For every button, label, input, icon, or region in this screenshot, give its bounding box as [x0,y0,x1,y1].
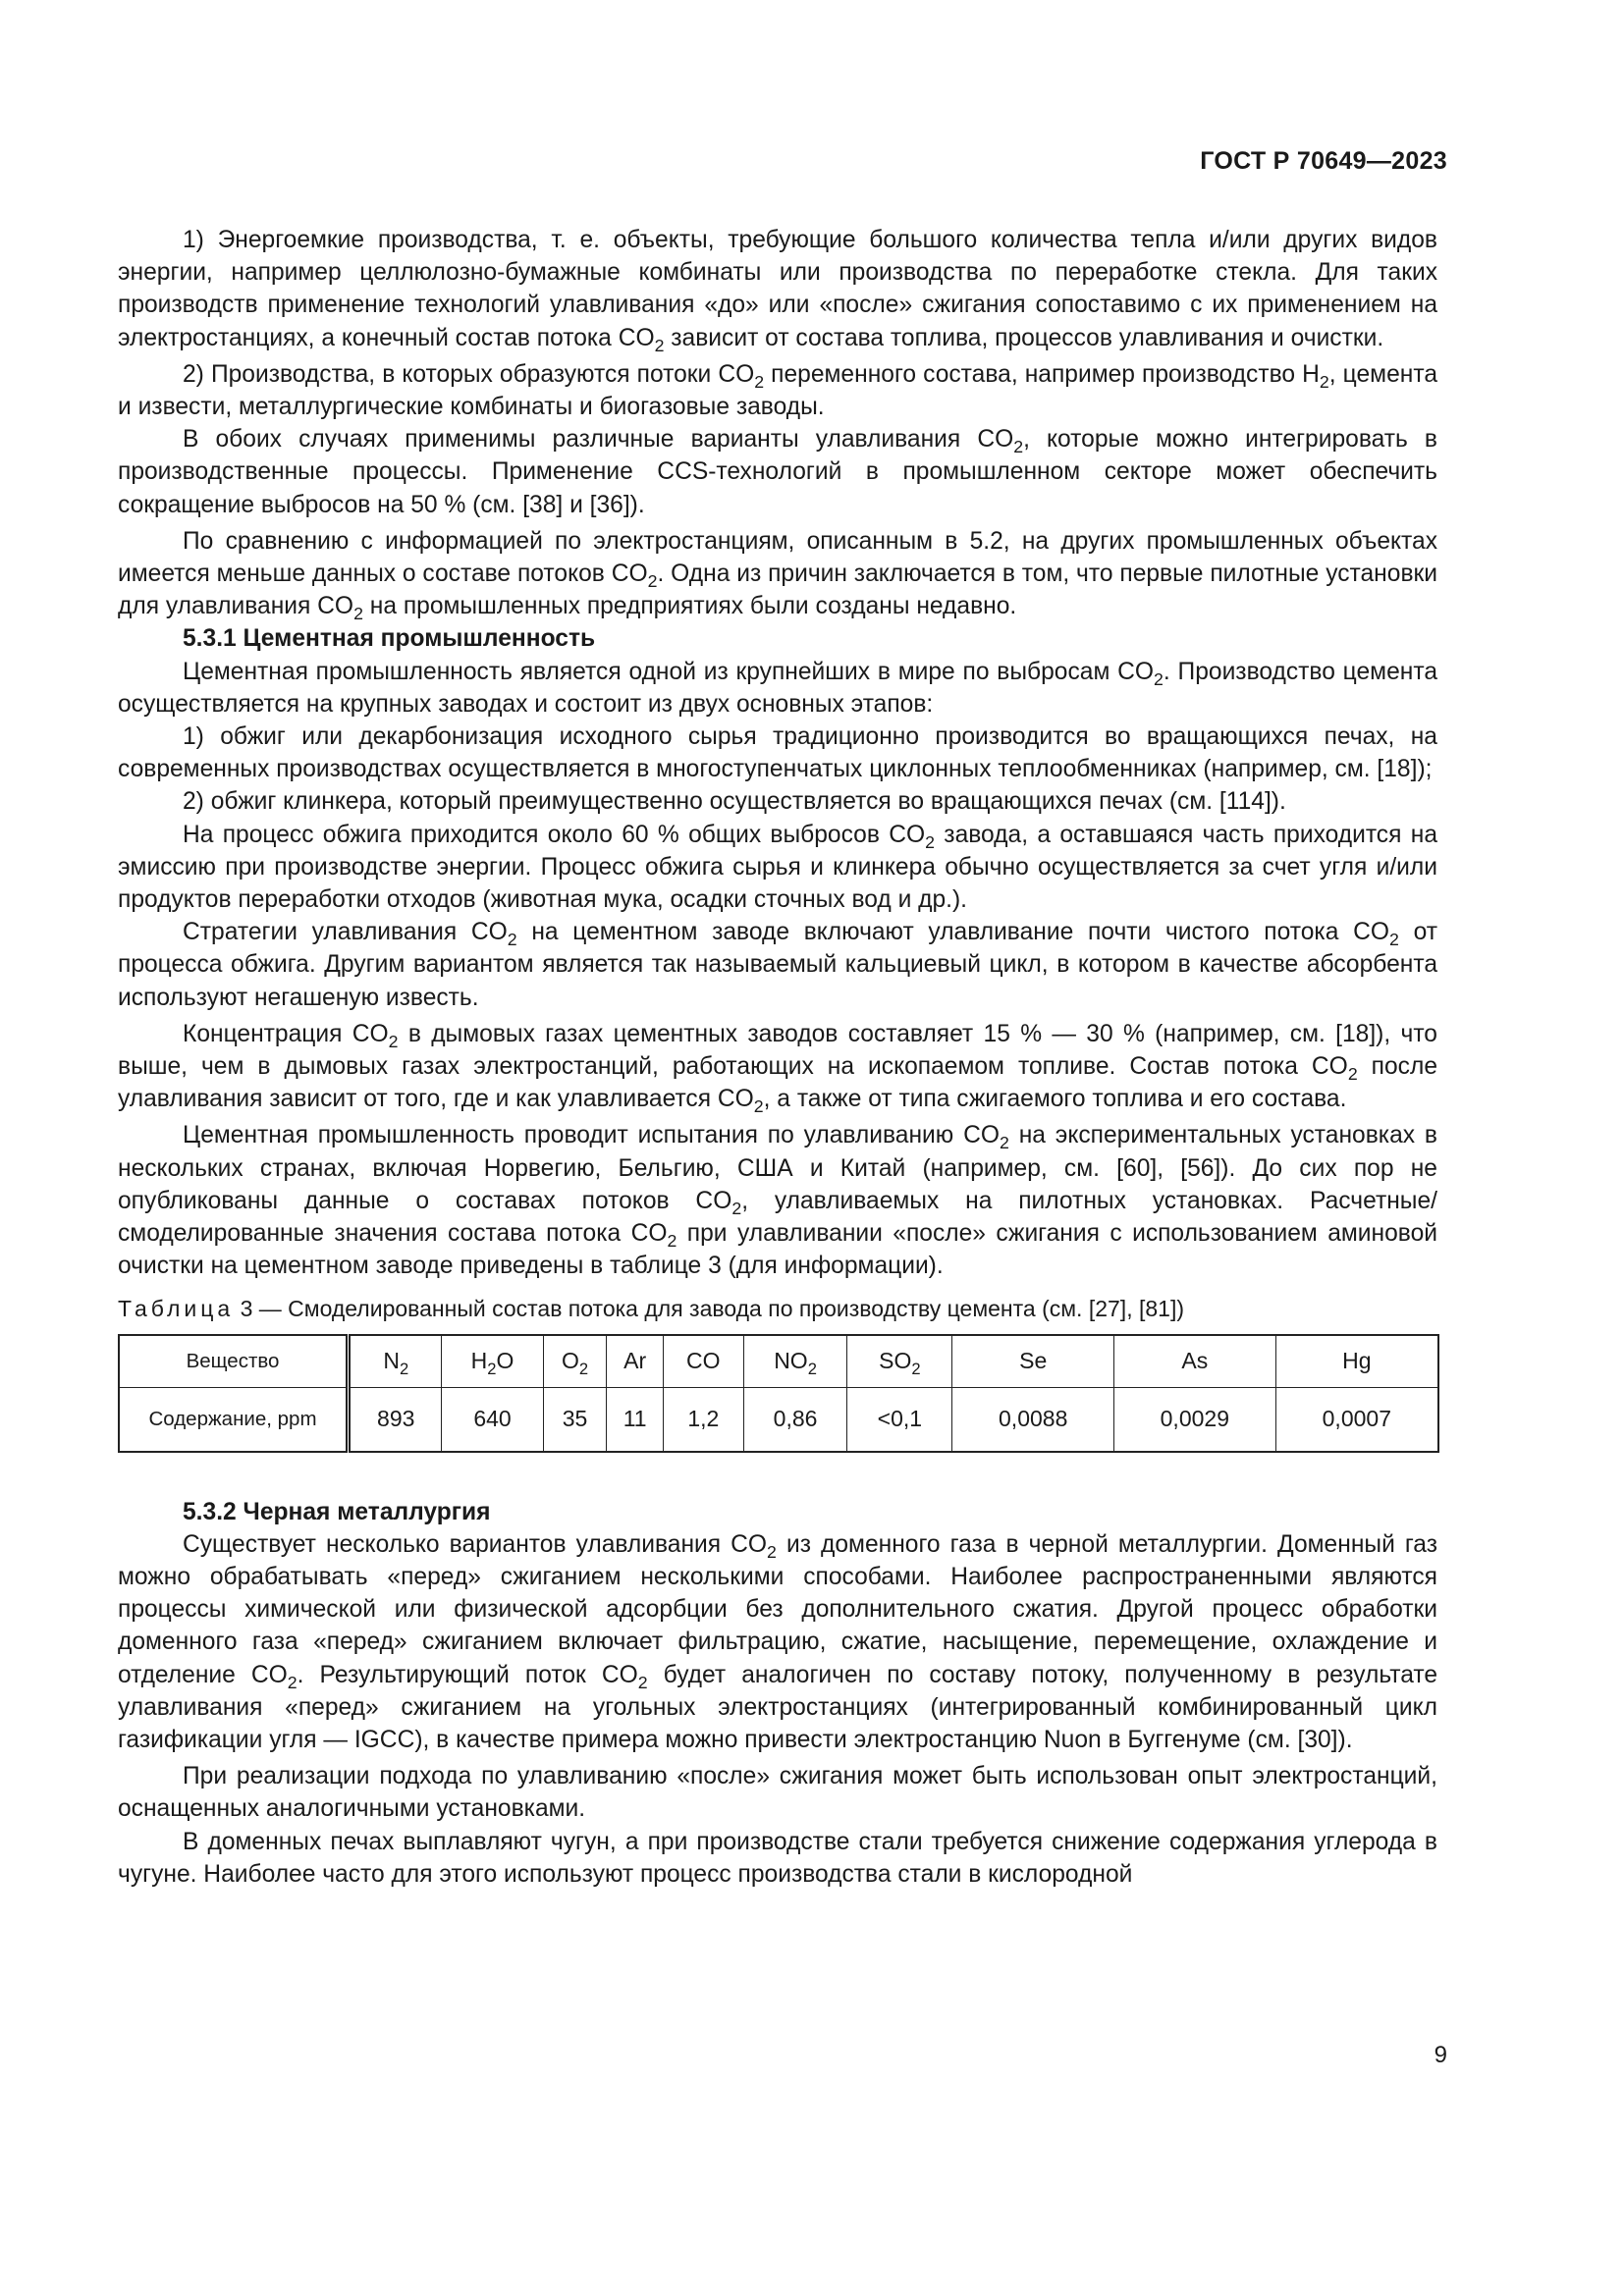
table-header-cell: As [1114,1335,1276,1388]
table-header-cell: CO [663,1335,743,1388]
paragraph: Цементная промышленность проводит испытания по улавливанию $CO_2$ на экспериментальных установках в нескольких странах, включая Норвегию, Бельгию, США и Китай (например, см. [60], [56]). До сих пор не опубликованы данные о составах потоков $CO_2$, улавливаемых на пилотных установках. Расчетные/смоделированные значения состава потока $CO_2$ при улавливании «после» сжигания с использованием аминовой очистки на цементном заводе приведены в таблице 3 (для информации). [118,1122,1438,1280]
table-cell: 0,86 [743,1387,847,1452]
section-heading-5-3-2: 5.3.2 Черная металлургия [183,1498,491,1525]
table-cell: <0,1 [847,1387,952,1452]
table-header-row [119,1335,1438,1388]
table-header-cell: $N_2$ [349,1335,442,1388]
table-cell: 0,0029 [1114,1387,1276,1452]
table-cell: 640 [442,1387,543,1452]
table-cell: 35 [543,1387,607,1452]
table-cell: Содержание, ppm [119,1387,349,1452]
table-header-cell: Se [952,1335,1114,1388]
table-header-cell: $O_2$ [543,1335,607,1388]
table-header-cell: Ar [607,1335,663,1388]
paragraph: Существует несколько вариантов улавливания $CO_2$ из доменного газа в черной металлургии. Доменный газ можно обрабатывать «перед» сжиганием несколькими способами. Наиболее распространенными являются процессы химической или физической адсорбции без дополнительного сжатия. Другой процесс обработки доменного газа «перед» сжиганием включает фильтрацию, сжатие, насыщение, перемещение, охлаждение и отделение $CO_2$. Результирующий поток $CO_2$ будет аналогичен по составу потоку, полученному в результате улавливания «перед» сжиганием на угольных электростанциях (интегрированный комбинированный цикл газификации угля — IGCC), в качестве примера можно привести электростанцию Nuon в Буггенуме (см. [30]). [118,1530,1438,1753]
table-cell: 0,0088 [952,1387,1114,1452]
paragraph: В доменных печах выплавляют чугун, а при производстве стали требуется снижение содержания углерода в чугуне. Наиболее часто для этого используют процесс производства стали в кислородной [118,1828,1437,1888]
table-cell: 11 [607,1387,663,1452]
paragraph: Концентрация $CO_2$ в дымовых газах цементных заводов составляет 15 % — 30 % (например, см. [18]), что выше, чем в дымовых газах электростанций, работающих на ископаемом топливе. Состав потока $CO_2$ после улавливания зависит от того, где и как улавливается $CO_2$, а также от типа сжигаемого топлива и его состава. [118,1020,1437,1117]
table-header-cell: Hg [1275,1335,1438,1388]
table-header-cell: Вещество [119,1335,349,1388]
paragraph: Цементная промышленность является одной из крупнейших в мире по выбросам $CO_2$. Производство цемента осуществляется на крупных заводах и состоит из двух основных этапов: [118,658,1437,718]
paragraph: По сравнению с информацией по электростанциям, описанным в 5.2, на других промышленных объектах имеется меньше данных о составе потоков $CO_2$. Одна из причин заключается в том, что первые пилотные установки для улавливания $CO_2$ на промышленных предприятиях были созданы недавно. [118,527,1438,624]
table-cell: 0,0007 [1275,1387,1438,1452]
table-header-cell: $SO_2$ [847,1335,952,1388]
table-cell: 893 [349,1387,442,1452]
table-caption: Таблица 3 — Смоделированный состав потока для завода по производству цемента (см. [27], [81]) [118,1295,1184,1321]
paragraph: 1) обжиг или декарбонизация исходного сырья традиционно производится во вращающихся печах, на современных производствах осуществляется в многоступенчатых циклонных теплообменниках (например, см. [18]); [118,723,1437,783]
paragraph: 2) обжиг клинкера, который преимущественно осуществляется во вращающихся печах (см. [114]). [183,788,1286,816]
table-header-cell: $H_2O$ [442,1335,543,1388]
section-heading-5-3-1: 5.3.1 Цементная промышленность [183,625,596,653]
paragraph: На процесс обжига приходится около 60 % общих выбросов $CO_2$ завода, а оставшаяся часть приходится на эмиссию при производстве энергии. Процесс обжига сырья и клинкера обычно осуществляется за счет угля и/или продуктов переработки отходов (животная мука, осадки сточных вод и др.). [118,821,1437,914]
table-header-cell: $NO_2$ [743,1335,847,1388]
paragraph: Стратегии улавливания $CO_2$ на цементном заводе включают улавливание почти чистого потока $CO_2$ от процесса обжига. Другим вариантом является так называемый кальциевый цикл, в котором в качестве абсорбента используют негашеную известь. [118,919,1437,1011]
paragraph: 2) Производства, в которых образуются потоки $CO_2$ переменного состава, например производство $H_2$, цемента и извести, металлургические комбинаты и биогазовые заводы. [118,360,1437,421]
paragraph: При реализации подхода по улавливанию «после» сжигания может быть использован опыт электростанций, оснащенных аналогичными установками. [118,1763,1437,1823]
table-row [119,1387,1438,1452]
paragraph: В обоих случаях применимы различные варианты улавливания $CO_2$, которые можно интегрировать в производственные процессы. Применение CCS-технологий в промышленном секторе может обеспечить сокращение выбросов на 50 % (см. [38] и [36]). [118,426,1437,518]
page-content [118,224,1437,1891]
table-cell: 1,2 [663,1387,743,1452]
composition-table [118,1334,1439,1453]
standard-header: ГОСТ Р 70649—2023 [1200,147,1447,175]
paragraph: 1) Энергоемкие производства, т. е. объекты, требующие большого количества тепла и/или других видов энергии, например целлюлозно-бумажные комбинаты или производства по переработке стекла. Для таких производств применение технологий улавливания «до» или «после» сжигания сопоставимо с их применением на электростанциях, а конечный состав потока $CO_2$ зависит от состава топлива, процессов улавливания и очистки. [118,227,1437,355]
page-number: 9 [1434,2042,1447,2068]
